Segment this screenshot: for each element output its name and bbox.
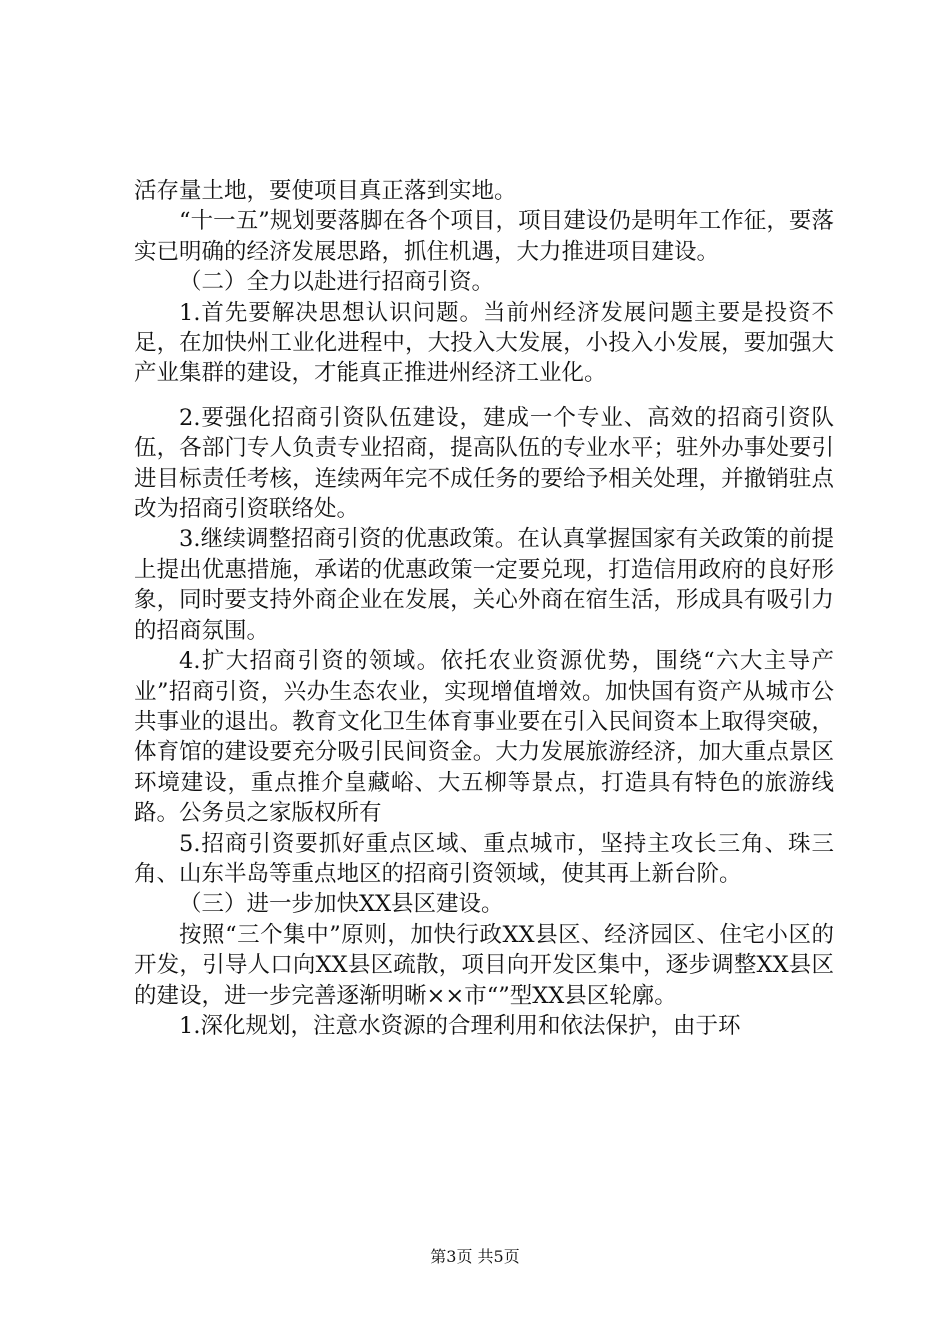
section-heading-investment: （二）全力以赴进行招商引资。: [179, 269, 495, 296]
page-footer: 第3页 共5页: [430, 1247, 520, 1266]
paragraph-three-concentrations: 按照“三个集中”原则，加快行政XX县区、经济园区、住宅小区的开发，引导人口向XX县区疏散，项目向开发区集中，逐步调整XX县区的建设，进一步完善逐渐明晰××市“”型XX县区轮廓。: [134, 921, 834, 1009]
paragraph-item-5: 5.招商引资要抓好重点区域、重点城市，坚持主攻长三角、珠三角、山东半岛等重点地区的招商引资领域，使其再上新台阶。: [134, 830, 834, 887]
paragraph-item-4: 4.扩大招商引资的领域。依托农业资源优势，围绕“六大主导产业”招商引资，兴办生态农业，实现增值增效。加快国有资产从城市公共事业的退出。教育文化卫生体育事业要在引入民间资本上取得突破，体育馆的建设要充分吸引民间资金。大力发展旅游经济，加大重点景区环境建设，重点推介皇藏峪、大五柳等景点，打造具有特色的旅游线路。公务员之家版权所有: [134, 648, 834, 827]
section-heading-county-construction: （三）进一步加快XX县区建设。: [179, 891, 504, 918]
paragraph-item-2: 2.要强化招商引资队伍建设，建成一个专业、高效的招商引资队伍，各部门专人负责专业招商，提高队伍的专业水平；驻外办事处要引进目标责任考核，连续两年完不成任务的要给予相关处理，并撤销驻点改为招商引资联络处。: [134, 404, 834, 523]
paragraph-item-planning: 1.深化规划，注意水资源的合理利用和依法保护，由于环: [179, 1012, 741, 1039]
paragraph-continuation: 活存量土地，要使项目真正落到实地。: [134, 178, 517, 204]
paragraph-item-3: 3.继续调整招商引资的优惠政策。在认真掌握国家有关政策的前提上提出优惠措施，承诺的优惠政策一定要兑现，打造信用政府的良好形象，同时要支持外商企业在发展，关心外商在宿生活，形成具有吸引力的招商氛围。: [134, 526, 834, 644]
paragraph-eleventh-five-year-plan: “十一五”规划要落脚在各个项目，项目建设仍是明年工作征，要落实已明确的经济发展思路，抓住机遇，大力推进项目建设。: [134, 208, 834, 265]
paragraph-item-1: 1.首先要解决思想认识问题。当前州经济发展问题主要是投资不足，在加快州工业化进程中，大投入大发展，小投入小发展，要加强大产业集群的建设，才能真正推进州经济工业化。: [134, 299, 834, 387]
document-body: [134, 176, 834, 1041]
